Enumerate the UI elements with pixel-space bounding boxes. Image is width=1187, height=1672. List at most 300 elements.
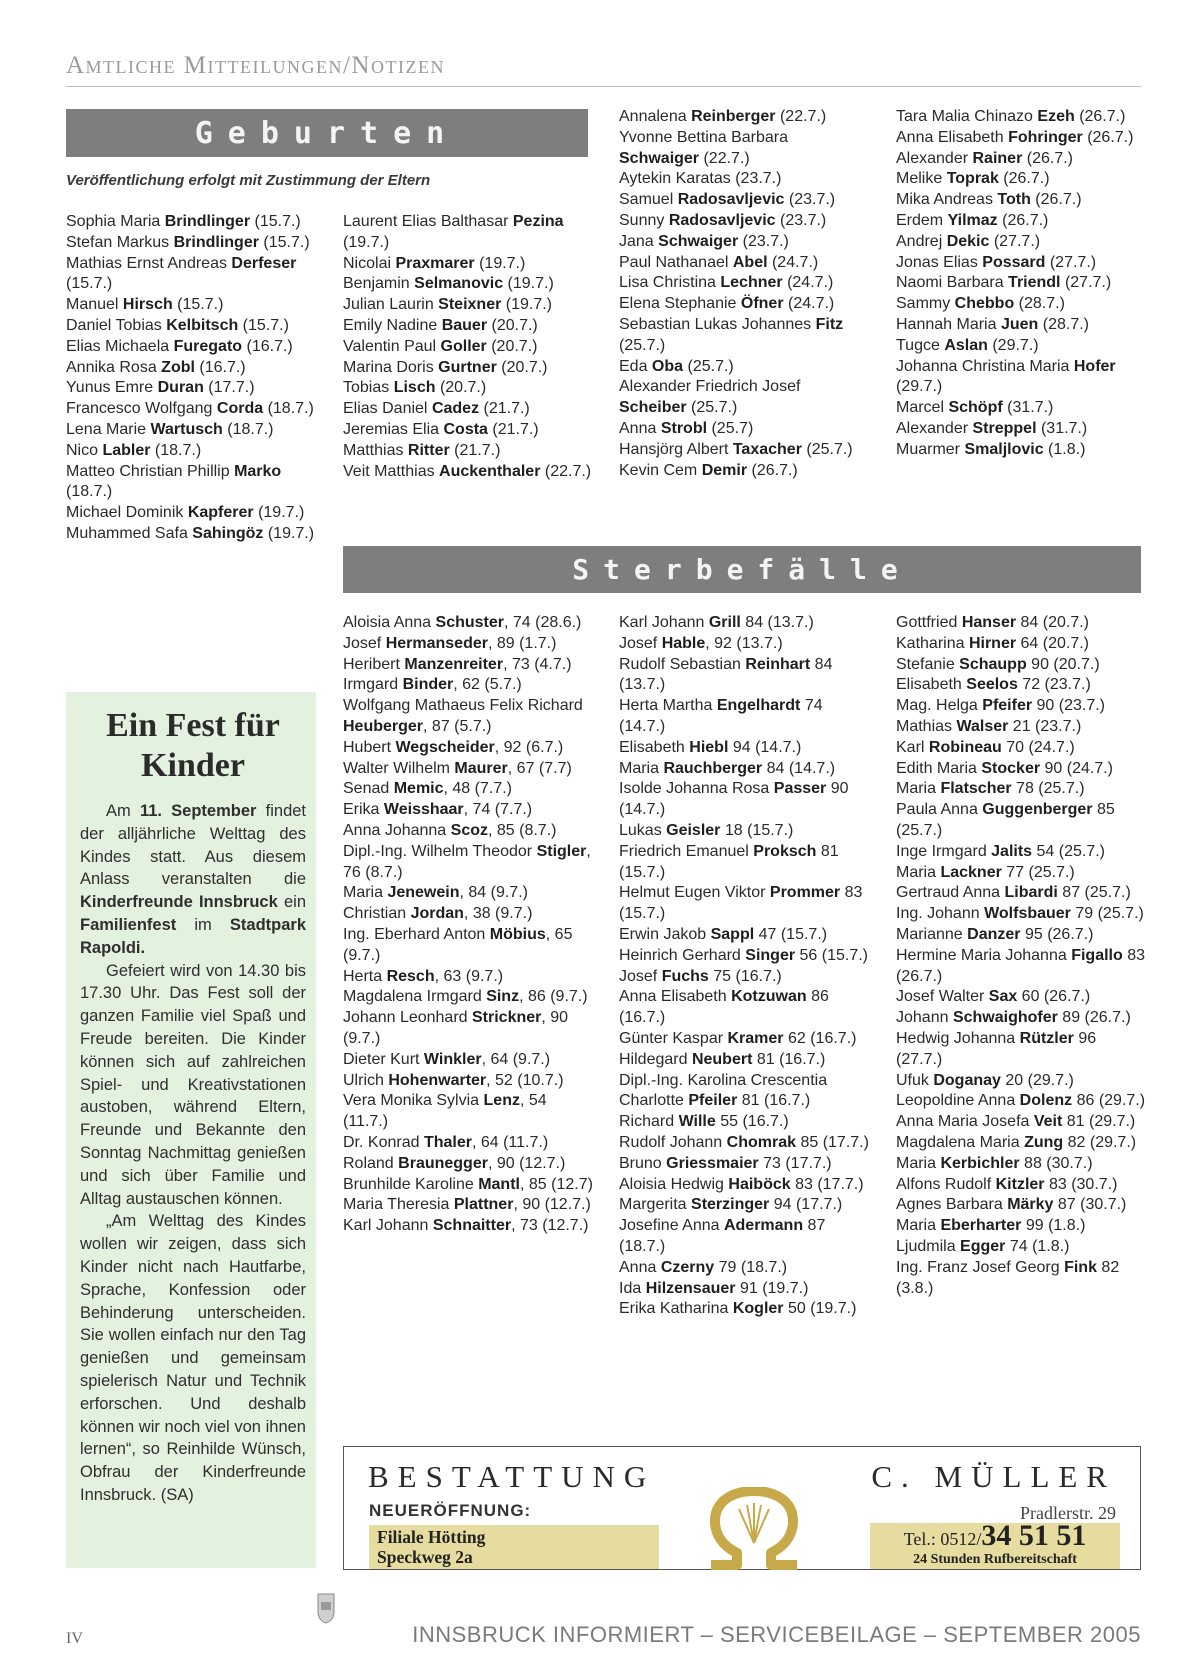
entry-surname: Kramer — [727, 1029, 784, 1047]
list-item — [619, 1154, 869, 1175]
entry-date: 94 (17.7.) — [769, 1196, 843, 1214]
list-item — [896, 357, 1146, 399]
entry-date: , 67 (7.7) — [507, 759, 572, 777]
entry-surname: Wartusch — [150, 420, 223, 438]
list-item — [896, 1175, 1146, 1196]
entry-date: 90 (23.7.) — [1032, 697, 1105, 715]
entry-date: 81 (16.7.) — [752, 1050, 826, 1068]
entry-given-name: Maria — [896, 780, 941, 798]
entry-date: 77 (25.7.) — [1001, 863, 1075, 881]
entry-given-name: Herta — [343, 967, 387, 985]
entry-given-name: Andrej — [896, 232, 947, 250]
entry-given-name: Marianne — [896, 925, 968, 943]
consent-note: Veröffentlichung erfolgt mit Zustimmung der Eltern — [66, 172, 431, 189]
entry-date: (17.7.) — [203, 379, 255, 397]
list-item — [66, 399, 316, 420]
entry-surname: Kerbichler — [940, 1154, 1020, 1172]
entry-date: (24.7.) — [767, 253, 819, 271]
entry-date: (16.7.) — [194, 358, 246, 376]
entry-date: 74 (1.8.) — [1005, 1237, 1070, 1255]
entry-date: , 73 (4.7.) — [503, 655, 572, 673]
list-item — [896, 1029, 1146, 1071]
entry-date: (25.7.) — [801, 440, 853, 458]
entry-given-name: Sammy — [896, 295, 955, 313]
entry-date: 90 (24.7.) — [1040, 759, 1114, 777]
list-item — [896, 107, 1146, 128]
entry-surname: Kogler — [732, 1300, 784, 1318]
list-item — [343, 316, 593, 337]
entry-surname: Hofer — [1073, 357, 1116, 375]
entry-date: , 85 (12.7) — [519, 1175, 593, 1193]
entry-given-name: Maria Theresia — [343, 1196, 454, 1214]
entry-given-name: Ljudmila — [896, 1237, 961, 1255]
list-item — [619, 1133, 869, 1154]
entry-date: (21.7.) — [479, 400, 530, 418]
entry-surname: Aslan — [944, 336, 988, 354]
entry-given-name: Hansjörg Albert — [619, 440, 733, 458]
entry-given-name: Gottfried — [896, 614, 962, 631]
entry-date: (19.7.) — [263, 524, 315, 542]
entry-surname: Radosavljevic — [677, 191, 785, 209]
entry-date: , 65 (9.7.) — [343, 925, 573, 964]
entry-date: 75 (16.7.) — [708, 967, 782, 985]
entry-surname: Lechner — [720, 274, 783, 292]
entry-given-name: Kevin Cem — [619, 461, 702, 479]
entry-given-name: Gertraud Anna — [896, 884, 1005, 902]
list-item — [619, 779, 869, 821]
entry-surname: Toprak — [946, 170, 999, 188]
list-item — [896, 253, 1146, 274]
entry-given-name: Elena Stephanie — [619, 295, 741, 313]
list-item — [343, 696, 593, 738]
entry-given-name: Maria — [896, 1154, 941, 1172]
entry-surname: Öfner — [740, 295, 784, 313]
entry-surname: Rauchberger — [663, 759, 763, 777]
entry-given-name: Alfons Rudolf — [896, 1175, 996, 1193]
entry-given-name: Hildegard — [619, 1050, 692, 1068]
entry-given-name: Karl Johann — [343, 1217, 433, 1235]
entry-surname: Neubert — [691, 1050, 753, 1068]
list-item — [896, 1071, 1146, 1092]
list-item — [619, 440, 869, 461]
entry-given-name: Valentin Paul — [343, 337, 441, 355]
list-item — [896, 863, 1146, 884]
entry-given-name: Brunhilde Karoline — [343, 1175, 479, 1193]
entry-date: (28.7.) — [1014, 295, 1065, 313]
entry-given-name: Samuel — [619, 191, 678, 209]
entry-date: (26.7.) — [747, 461, 798, 479]
entry-date: 84 (13.7.) — [740, 614, 814, 631]
entry-surname: Labler — [102, 441, 151, 459]
entry-given-name: Alexander — [896, 149, 973, 167]
fest-p1-text-d: im — [176, 915, 230, 934]
entry-surname: Passer — [773, 780, 827, 798]
entry-given-name: Karl Johann — [619, 614, 709, 631]
entry-surname: Smaljlovic — [964, 440, 1044, 458]
entry-given-name: Sebastian Lukas Johannes — [619, 315, 816, 333]
entry-given-name: Maria — [896, 1217, 941, 1235]
entry-date: 74 (14.7.) — [619, 697, 823, 735]
entry-surname: Ritter — [407, 441, 450, 459]
births-column-3 — [619, 107, 869, 481]
entry-given-name: Richard — [619, 1113, 679, 1131]
deaths-column-3 — [896, 613, 1146, 1299]
list-item — [619, 738, 869, 759]
entry-given-name: Magdalena Maria — [896, 1133, 1025, 1151]
entry-given-name: Annika Rosa — [66, 358, 162, 376]
list-item — [619, 821, 869, 842]
ad-phone-box — [870, 1519, 1120, 1569]
entry-surname: Kotzuwan — [731, 988, 807, 1006]
entry-given-name: Erwin Jakob — [619, 925, 711, 943]
entry-given-name: Isolde Johanna Rosa — [619, 780, 774, 798]
entry-surname: Heuberger — [343, 717, 424, 735]
entry-surname: Libardi — [1004, 884, 1058, 902]
list-item — [66, 358, 316, 379]
entry-surname: Dekic — [946, 232, 990, 250]
entry-surname: Auckenthaler — [439, 462, 541, 480]
births-column-1 — [66, 212, 316, 545]
entry-date: , 87 (5.7.) — [423, 717, 492, 735]
header-divider — [66, 86, 1141, 87]
entry-surname: Pfeifer — [982, 697, 1033, 715]
entry-surname: Abel — [732, 253, 768, 271]
entry-given-name: Benjamin — [343, 275, 415, 293]
section-title: Amtliche Mitteilungen/Notizen — [66, 52, 445, 79]
list-item — [343, 1195, 593, 1216]
entry-date: 20 (29.7.) — [1000, 1071, 1074, 1089]
entry-date: 83 (26.7.) — [896, 946, 1146, 985]
list-item — [896, 1008, 1146, 1029]
entry-surname: Hiebl — [689, 738, 729, 756]
entry-given-name: Ing. Johann — [896, 905, 985, 923]
entry-surname: Proksch — [753, 842, 817, 860]
entry-date: (21.7.) — [487, 420, 539, 438]
entry-surname: Egger — [960, 1237, 1006, 1255]
entry-given-name: Anna — [619, 419, 661, 437]
list-item — [343, 254, 593, 275]
entry-surname: Sterzinger — [691, 1196, 770, 1214]
entry-surname: Hirner — [968, 634, 1017, 652]
list-item — [619, 1216, 869, 1258]
list-item — [343, 779, 593, 800]
entry-given-name: Maria — [619, 759, 664, 777]
entry-given-name: Josefine Anna — [619, 1217, 724, 1235]
list-item — [343, 358, 593, 379]
births-column-2 — [343, 212, 593, 482]
entry-date: , 90 (12.7.) — [513, 1196, 591, 1214]
entry-surname: Lenz — [483, 1092, 520, 1110]
list-item — [343, 800, 593, 821]
entry-date: 86 (29.7.) — [1072, 1092, 1146, 1110]
list-item — [619, 294, 869, 315]
entry-date: , 62 (5.7.) — [453, 676, 522, 694]
ad-phone-note: 24 Stunden Rufbereitschaft — [913, 1552, 1077, 1567]
list-item — [66, 316, 316, 337]
list-item — [66, 378, 316, 399]
city-crest-icon — [316, 1592, 336, 1624]
list-item — [343, 967, 593, 988]
entry-given-name: Tara Malia Chinazo — [896, 108, 1038, 125]
entry-surname: Schwaiger — [619, 149, 700, 167]
entry-surname: Binder — [402, 676, 454, 694]
entry-given-name: Jana — [619, 232, 659, 250]
deaths-banner: Sterbefälle — [343, 546, 1141, 593]
entry-surname: Hirsch — [122, 296, 173, 314]
entry-given-name: Christian — [343, 905, 411, 923]
entry-given-name: Josef — [619, 967, 662, 985]
entry-given-name: Aloisia Anna — [343, 614, 436, 631]
list-item — [66, 233, 316, 254]
ad-title-left: BESTATTUNG — [368, 1459, 656, 1494]
entry-date: (25.7.) — [686, 399, 738, 417]
list-item — [343, 399, 593, 420]
list-item — [343, 1091, 593, 1133]
list-item — [343, 1154, 593, 1175]
entry-given-name: Hermine Maria Johanna — [896, 946, 1072, 964]
entry-given-name: Lena Marie — [66, 420, 151, 438]
entry-given-name: Tobias — [343, 379, 394, 397]
entry-date: (27.7.) — [1045, 253, 1097, 271]
list-item — [619, 190, 869, 211]
deaths-column-2 — [619, 613, 869, 1320]
list-item — [343, 904, 593, 925]
list-item — [896, 675, 1146, 696]
entry-date: , 73 (12.7.) — [511, 1217, 589, 1235]
entry-given-name: Dr. Konrad — [343, 1133, 424, 1151]
entry-date: 84 (14.7.) — [762, 759, 836, 777]
entry-date: , 86 (9.7.) — [519, 988, 588, 1006]
entry-surname: Gurtner — [438, 358, 497, 376]
list-item — [896, 190, 1146, 211]
list-item — [896, 904, 1146, 925]
list-item — [343, 1133, 593, 1154]
entry-surname: Demir — [701, 461, 748, 479]
entry-date: 78 (25.7.) — [1011, 780, 1085, 798]
entry-surname: Strobl — [660, 419, 708, 437]
entry-given-name: Rudolf Sebastian — [619, 655, 746, 673]
entry-surname: Mantl — [478, 1175, 520, 1193]
list-item — [343, 420, 593, 441]
list-item — [896, 779, 1146, 800]
entry-given-name: Hannah Maria — [896, 315, 1001, 333]
entry-given-name: Elisabeth — [619, 738, 690, 756]
list-item — [66, 524, 316, 545]
list-item — [619, 759, 869, 780]
list-item — [896, 211, 1146, 232]
entry-given-name: Senad — [343, 780, 394, 798]
entry-given-name: Tugce — [896, 336, 945, 354]
list-item — [343, 1008, 593, 1050]
list-item — [896, 987, 1146, 1008]
entry-given-name: Josef — [343, 634, 386, 652]
entry-date: (22.7.) — [775, 108, 827, 125]
entry-given-name: Anna Elisabeth — [896, 128, 1009, 146]
entry-surname: Furegato — [173, 337, 243, 355]
entry-given-name: Friedrich Emanuel — [619, 842, 754, 860]
entry-given-name: Sophia Maria — [66, 213, 165, 230]
list-item — [66, 420, 316, 441]
entry-surname: Memic — [393, 780, 444, 798]
entry-given-name: Karl — [896, 738, 929, 756]
entry-date: 47 (15.7.) — [754, 925, 828, 943]
entry-date: 90 (20.7.) — [1026, 655, 1100, 673]
entry-surname: Flatscher — [940, 780, 1012, 798]
ad-phone-number: 34 51 51 — [981, 1519, 1087, 1552]
entry-given-name: Josef — [619, 634, 662, 652]
entry-surname: Prommer — [769, 884, 841, 902]
entry-date: 56 (15.7.) — [795, 946, 869, 964]
list-item — [343, 1071, 593, 1092]
entry-given-name: Ing. Franz Josef Georg — [896, 1258, 1065, 1276]
fest-p1-text-c: ein — [277, 893, 306, 912]
entry-given-name: Manuel — [66, 296, 123, 314]
entry-date: (29.7.) — [987, 336, 1039, 354]
entry-date: 84 (20.7.) — [1016, 614, 1089, 631]
entry-surname: Costa — [443, 420, 488, 438]
entry-surname: Lisch — [393, 379, 436, 397]
entry-date: (23.7.) — [784, 191, 836, 209]
entry-given-name: Josef Walter — [896, 988, 989, 1006]
entry-surname: Steixner — [438, 296, 502, 314]
list-item — [66, 337, 316, 358]
entry-date: (23.7.) — [775, 211, 827, 229]
list-item — [896, 759, 1146, 780]
list-item — [896, 946, 1146, 988]
entry-surname: Sinz — [486, 988, 520, 1006]
entry-given-name: Hubert — [343, 738, 396, 756]
entry-given-name: Paula Anna — [896, 801, 983, 819]
list-item — [343, 613, 593, 634]
entry-given-name: Mathias Ernst Andreas — [66, 254, 232, 272]
entry-surname: Radosavljevic — [668, 211, 776, 229]
entry-given-name: Erika Katharina — [619, 1300, 733, 1318]
entry-surname: Rainer — [972, 149, 1023, 167]
list-item — [343, 274, 593, 295]
entry-given-name: Heinrich Gerhard — [619, 946, 746, 964]
entry-surname: Ezeh — [1037, 108, 1075, 125]
ad-branch-address: Speckweg 2a — [377, 1547, 473, 1567]
entry-surname: Griessmaier — [666, 1154, 759, 1172]
entry-date: (18.7.) — [263, 400, 314, 418]
deaths-column-1 — [343, 613, 593, 1237]
entry-surname: Weisshaar — [383, 801, 464, 819]
entry-surname: Fitz — [815, 315, 844, 333]
entry-given-name: Heribert — [343, 655, 405, 673]
entry-given-name: Edith Maria — [896, 759, 982, 777]
entry-given-name: Inge Irmgard — [896, 842, 992, 860]
entry-date: 83 (15.7.) — [619, 884, 863, 923]
list-item — [66, 503, 316, 524]
entry-date: , 52 (10.7.) — [486, 1071, 564, 1089]
ad-branch-name: Filiale Hötting — [377, 1527, 486, 1547]
entry-date: , 74 (7.7.) — [463, 801, 533, 819]
entry-date: (19.7.) — [503, 275, 554, 293]
list-item — [343, 842, 593, 884]
entry-surname: Chomrak — [726, 1133, 796, 1151]
entry-surname: Jalits — [991, 842, 1033, 860]
entry-surname: Zobl — [161, 358, 195, 376]
entry-surname: Praxmarer — [395, 254, 475, 272]
entry-given-name: Muhammed Safa — [66, 524, 193, 542]
entry-surname: Czerny — [660, 1258, 715, 1276]
entry-given-name: Melike — [896, 170, 947, 188]
entry-given-name: Anna — [619, 1258, 661, 1276]
entry-surname: Scoz — [450, 821, 488, 839]
entry-given-name: Elisabeth — [896, 676, 967, 694]
entry-given-name: Yunus Emre — [66, 379, 158, 397]
entry-surname: Doganay — [933, 1071, 1001, 1089]
entry-given-name: Dipl.-Ing. Wilhelm Theodor — [343, 842, 537, 860]
entry-given-name: Alexander Friedrich Josef — [619, 378, 801, 396]
entry-given-name: Ulrich — [343, 1071, 389, 1089]
entry-date: (24.7.) — [782, 274, 834, 292]
list-item — [343, 1050, 593, 1071]
entry-date: 81 (15.7.) — [619, 842, 839, 881]
entry-surname: Sahingöz — [192, 524, 264, 542]
ad-phone-prefix: Tel.: 0512/ — [903, 1529, 982, 1549]
list-item — [343, 462, 593, 483]
entry-date: 64 (20.7.) — [1016, 634, 1089, 652]
list-item — [896, 925, 1146, 946]
entry-date: 83 (30.7.) — [1044, 1175, 1118, 1193]
entry-given-name: Anna Johanna — [343, 821, 451, 839]
list-item — [619, 107, 869, 128]
entry-date: 96 (27.7.) — [896, 1029, 1097, 1068]
list-item — [619, 634, 869, 655]
entry-date: 70 (24.7.) — [1001, 738, 1075, 756]
list-item — [896, 1195, 1146, 1216]
entry-date: 85 (25.7.) — [896, 801, 1115, 839]
entry-date: 89 (26.7.) — [1057, 1009, 1131, 1027]
entry-given-name: Rudolf Johann — [619, 1133, 727, 1151]
entry-surname: Thaler — [423, 1133, 472, 1151]
entry-surname: Grill — [708, 614, 741, 631]
list-item — [619, 1299, 869, 1320]
list-item — [896, 149, 1146, 170]
omega-logo-icon — [699, 1487, 809, 1571]
entry-date: (25.7.) — [619, 336, 666, 354]
entry-date: , 64 (9.7.) — [481, 1050, 551, 1068]
entry-surname: Plattner — [453, 1196, 514, 1214]
entry-given-name: Jeremias Elia — [343, 420, 444, 438]
fest-title — [80, 706, 306, 786]
entry-given-name: Nico — [66, 441, 103, 459]
entry-given-name: Dieter Kurt — [343, 1050, 424, 1068]
entry-date: (31.7.) — [1002, 399, 1054, 417]
entry-surname: Hilzensauer — [645, 1279, 736, 1297]
entry-given-name: Ing. Eberhard Anton — [343, 925, 490, 943]
entry-given-name: Matthias — [343, 441, 408, 459]
entry-surname: Sappl — [710, 925, 755, 943]
entry-given-name: Laurent Elias Balthasar — [343, 213, 513, 230]
entry-date: 55 (16.7.) — [715, 1113, 789, 1131]
entry-date: 50 (19.7.) — [783, 1300, 857, 1318]
entry-surname: Brindlinger — [164, 213, 251, 230]
entry-date: 60 (26.7.) — [1017, 988, 1091, 1006]
list-item — [619, 377, 869, 419]
entry-given-name: Matteo Christian Phillip — [66, 462, 235, 480]
entry-date: 87 (25.7.) — [1057, 884, 1131, 902]
list-item — [619, 987, 869, 1029]
list-item — [343, 655, 593, 676]
entry-given-name: Marina Doris — [343, 358, 439, 376]
list-item — [896, 1112, 1146, 1133]
entry-surname: Marko — [234, 462, 282, 480]
entry-given-name: Johann Leonhard — [343, 1009, 472, 1027]
list-item — [896, 169, 1146, 190]
list-item — [896, 634, 1146, 655]
